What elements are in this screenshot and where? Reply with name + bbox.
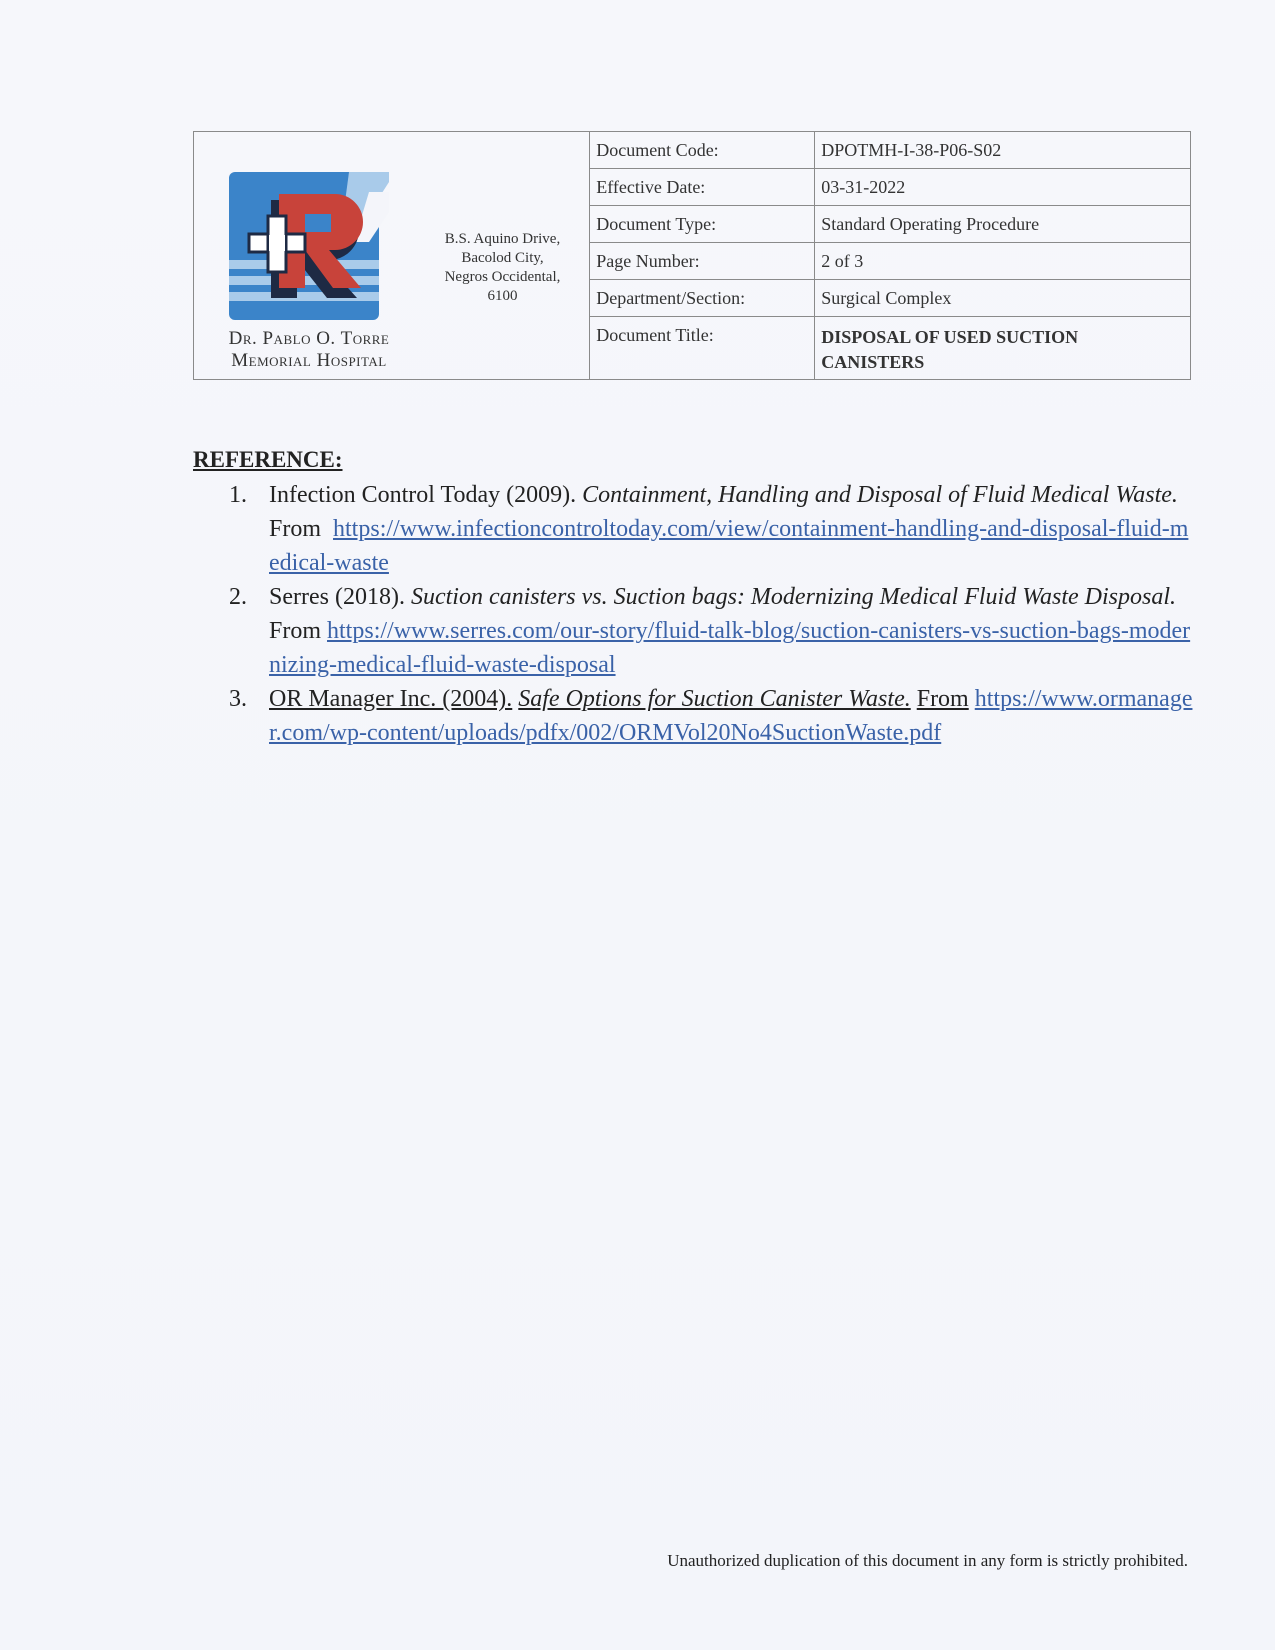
reference-title: Safe Options for Suction Canister Waste.: [518, 686, 911, 712]
address-line: Bacolod City,: [461, 250, 544, 266]
list-item: [193, 682, 1193, 750]
reference-from: From: [916, 686, 969, 712]
meta-value: 03-31-2022: [815, 169, 1190, 206]
meta-row-document-code: [590, 132, 1190, 169]
logo-cell: [194, 132, 590, 379]
reference-number: 2.: [229, 584, 247, 610]
meta-value: DPOTMH-I-38-P06-S02: [815, 132, 1190, 169]
hospital-name-line1: Dr. Pablo O. Torre: [228, 328, 390, 349]
address-line: B.S. Aquino Drive,: [444, 231, 561, 247]
meta-row-effective-date: [590, 169, 1190, 206]
address-line: Negros Occidental,: [444, 269, 561, 285]
meta-label: Effective Date:: [590, 169, 815, 206]
meta-value: 2 of 3: [815, 243, 1190, 280]
meta-row-document-type: [590, 206, 1190, 243]
address-line: 6100: [487, 288, 518, 304]
list-item: [193, 580, 1193, 682]
reference-number: 1.: [229, 482, 247, 508]
reference-from: From: [269, 516, 322, 542]
hospital-name-line2: Memorial Hospital: [231, 350, 387, 371]
hospital-name: [194, 328, 424, 372]
footer-notice: Unauthorized duplication of this document in any form is strictly prohibited.: [667, 1551, 1188, 1570]
meta-row-department: [590, 280, 1190, 317]
document-title: DISPOSAL OF USED SUCTION CANISTERS: [821, 327, 1079, 372]
reference-author: OR Manager Inc. (2004).: [269, 686, 513, 712]
list-item: [193, 478, 1193, 580]
document-header: [193, 131, 1191, 380]
reference-author: Serres (2018).: [269, 584, 405, 610]
meta-value: Standard Operating Procedure: [815, 206, 1190, 243]
reference-link[interactable]: https://www.serres.com/our-story/fluid-talk-blog/suction-canisters-vs-suction-bags-modernizing-medical-fluid-waste-disposal: [269, 618, 1191, 678]
meta-label: Document Title:: [590, 317, 815, 380]
reference-from: From: [269, 618, 322, 644]
reference-title: Containment, Handling and Disposal of Fluid Medical Waste.: [582, 482, 1178, 508]
reference-list: [193, 478, 1193, 750]
meta-row-document-title: [590, 317, 1190, 380]
document-meta-table: [590, 132, 1190, 379]
hospital-logo-icon: [229, 172, 389, 320]
reference-link[interactable]: https://www.ormanager.com/wp-content/uploads/pdfx/002/ORMVol20No4SuctionWaste.pdf: [269, 686, 1193, 746]
reference-link[interactable]: https://www.infectioncontroltoday.com/view/containment-handling-and-disposal-fluid-medical-waste: [269, 516, 1189, 576]
meta-label: Document Code:: [590, 132, 815, 169]
meta-label: Document Type:: [590, 206, 815, 243]
meta-row-page-number: [590, 243, 1190, 280]
reference-number: 3.: [229, 686, 247, 712]
meta-value: Surgical Complex: [815, 280, 1190, 317]
meta-label: Department/Section:: [590, 280, 815, 317]
reference-heading: REFERENCE:: [193, 447, 343, 472]
meta-label: Page Number:: [590, 243, 815, 280]
reference-title: Suction canisters vs. Suction bags: Modernizing Medical Fluid Waste Disposal.: [410, 584, 1177, 610]
hospital-address: [420, 230, 585, 306]
reference-author: Infection Control Today (2009).: [269, 482, 577, 508]
